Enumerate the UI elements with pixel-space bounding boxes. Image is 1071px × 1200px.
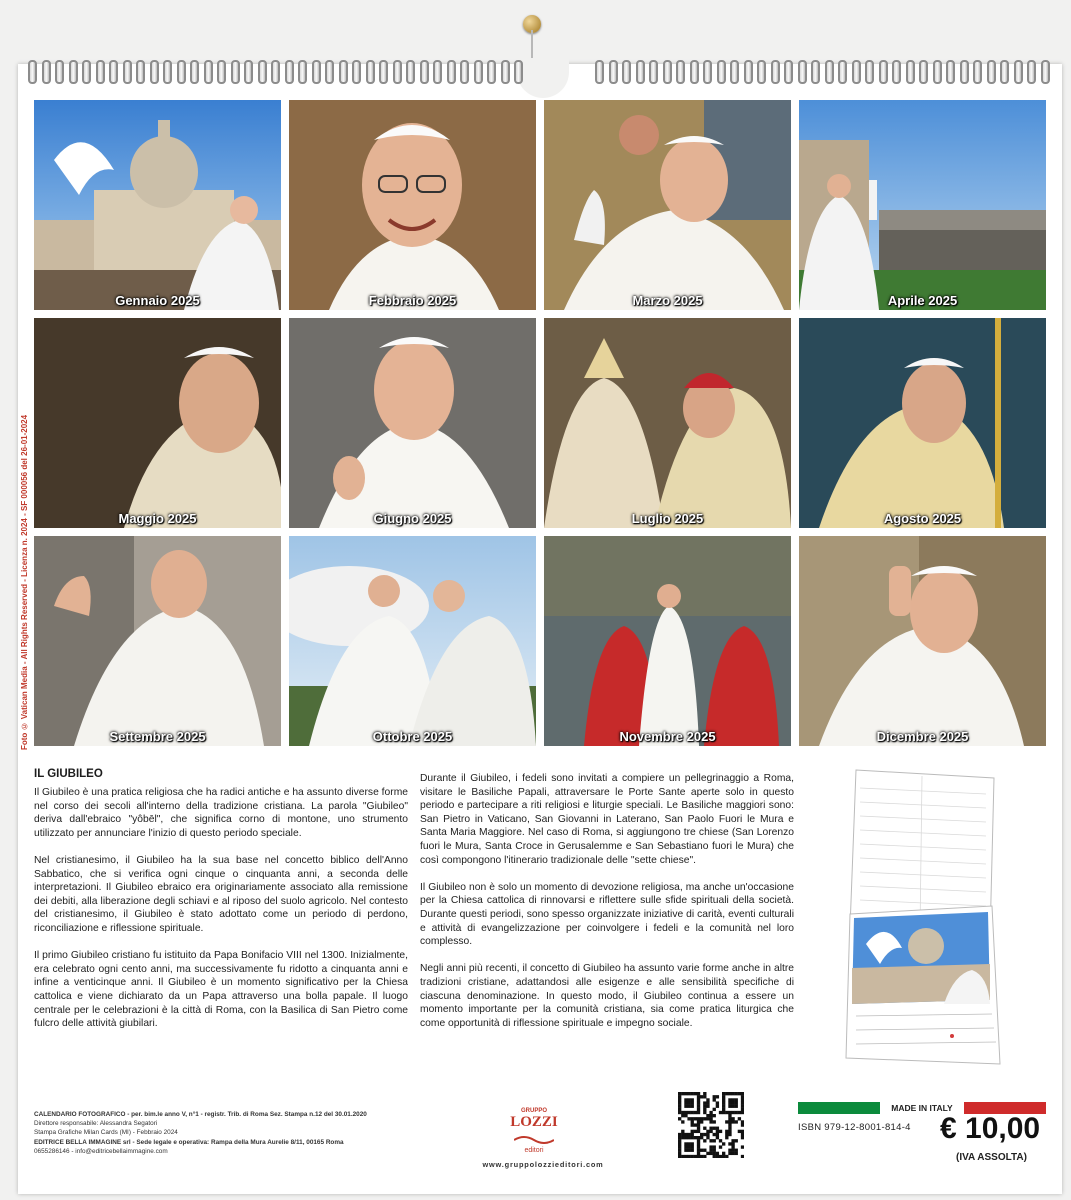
- binding-ring: [852, 60, 861, 84]
- imprint-block: [34, 1110, 454, 1156]
- photo-credit: Foto © Vatican Media - All Rights Reserved - Licenza n. 2024 - SF 000056 del 26-01-2024: [20, 414, 29, 750]
- month-tile-luglio: [544, 318, 791, 528]
- binding-ring: [717, 60, 726, 84]
- month-tile-dicembre: [799, 536, 1046, 746]
- binding-ring: [690, 60, 699, 84]
- binding-ring: [474, 60, 483, 84]
- imprint-line: Direttore responsabile: Alessandra Segatori: [34, 1120, 158, 1128]
- publisher-logo: [506, 1108, 562, 1158]
- binding-ring: [339, 60, 348, 84]
- month-label: Settembre 2025: [109, 729, 206, 744]
- binding-ring: [933, 60, 942, 84]
- month-tile-giugno: [289, 318, 536, 528]
- binding-ring: [1041, 60, 1050, 84]
- month-label: Ottobre 2025: [372, 729, 453, 744]
- binding-ring: [420, 60, 429, 84]
- st-peters-dove-photo: [34, 100, 281, 310]
- binding-ring: [163, 60, 172, 84]
- article-paragraph: Negli anni più recenti, il concetto di Giubileo ha assunto varie forme anche in altre tradizioni cristiane, adattandosi alle esigenze e alle sensibilità specifiche di ciascuna denominazione. In questo modo, il Giubileo continua a essere un momento importante per la comunità cristiana, sia come pratica liturgica che come opportunità di riflessione spirituale e impegno sociale.: [420, 963, 794, 1029]
- portrait-smiling-photo: [289, 100, 536, 310]
- month-label: Dicembre 2025: [876, 729, 969, 744]
- publisher-website[interactable]: www.gruppolozzieditori.com: [482, 1160, 604, 1169]
- binding-ring: [676, 60, 685, 84]
- month-tile-ottobre: [289, 536, 536, 746]
- month-label: Marzo 2025: [632, 293, 703, 308]
- binding-ring: [177, 60, 186, 84]
- binding-ring: [906, 60, 915, 84]
- article-column-right: [420, 772, 794, 1044]
- binding-ring: [190, 60, 199, 84]
- binding-ring: [703, 60, 712, 84]
- binding-ring: [447, 60, 456, 84]
- imprint-line: EDITRICE BELLA IMMAGINE srl - Sede legale e operativa: Rampa della Mura Aurelie 8/11, 00165 Roma: [34, 1138, 344, 1146]
- article-paragraph: Durante il Giubileo, i fedeli sono invitati a compiere un pellegrinaggio a Roma, visitare le Basiliche Papali, attraversare le Porte Sante aperte solo in questo periodo e partecipare a riti religiosi e liturgie speciali. Le Basiliche maggiori sono: San Pietro in Vaticano, San Giovanni in Laterano, San Paolo Fuori le Mura e Santa Maria Maggiore. Nel caso di Roma, si aggiungono tre chiese (San Lorenzo fuori le Mura, Santa Croce in Gerusalemme e San Sebastiano fuori le Mura) che così compongono l'itinerario tradizionale delle "sette chiese".: [420, 773, 794, 866]
- logo-group-text: GRUPPO: [520, 1108, 547, 1114]
- wire-o-binding: [28, 60, 1058, 86]
- binding-ring: [973, 60, 982, 84]
- binding-ring: [487, 60, 496, 84]
- binding-ring: [244, 60, 253, 84]
- greeting-photo: [34, 536, 281, 746]
- article-paragraph: Il primo Giubileo cristiano fu istituito da Papa Bonifacio VIII nel 1300. Inizialmente, era celebrato ogni cento anni, ma successivamente fu ridotto a cinquanta anni e infine a venticinque anni. Il Giubileo è un momento significativo per la Chiesa cattolica e viene dichiarato da un Papa attraverso una bolla papale. Il luogo centrale per le celebrazioni è la città di Roma, con la Basilica di San Pietro come fulcro delle attività giubilari.: [34, 950, 408, 1030]
- month-tile-gennaio: [34, 100, 281, 310]
- price-label: € 10,00: [940, 1112, 1041, 1145]
- imprint-line: 0655286146 - info@editricebellaimmagine.com: [34, 1147, 168, 1155]
- month-tile-febbraio: [289, 100, 536, 310]
- month-tile-maggio: [34, 318, 281, 528]
- binding-ring: [609, 60, 618, 84]
- binding-ring: [433, 60, 442, 84]
- month-photo-grid: [34, 100, 1046, 746]
- binding-ring: [460, 60, 469, 84]
- article-paragraph: Il Giubileo non è solo un momento di devozione religiosa, ma anche un'occasione per la Chiesa cattolica di rinnovarsi e riflettere sulle sfide spirituali della società. Durante questi periodi, sono spesso organizzate iniziative di carità, eventi culturali e attività di evangelizzazione per coinvolgere i fedeli e la comunità nel loro complesso.: [420, 881, 794, 948]
- binding-ring: [28, 60, 37, 84]
- calendar-preview-illustration: [826, 768, 1012, 1068]
- month-tile-agosto: [799, 318, 1046, 528]
- binding-ring: [919, 60, 928, 84]
- binding-ring: [217, 60, 226, 84]
- binding-ring: [271, 60, 280, 84]
- binding-ring: [1000, 60, 1009, 84]
- month-label: Novembre 2025: [619, 729, 716, 744]
- imprint-line: CALENDARIO FOTOGRAFICO - per. bim.le anno V, n°1 - registr. Trib. di Roma Sez. Stampa n.12 del 30.01.2020: [34, 1111, 367, 1118]
- binding-ring: [622, 60, 631, 84]
- article-paragraph: Nel cristianesimo, il Giubileo ha la sua base nel concetto biblico dell'Anno Sabbatico, che si verifica ogni cinque o cinquanta anni, a seconda delle interpretazioni. Il Giubileo ebraico era originariamente associato alla remissione dei debiti, alla liberazione degli schiavi e al riposo del suolo agricolo. Nel contesto del cristianesimo, il Giubileo è stato adottato come un periodo di perdono, riconciliazione e riflessione spirituale.: [34, 854, 408, 934]
- binding-ring: [771, 60, 780, 84]
- binding-ring: [406, 60, 415, 84]
- logo-sub: editori: [524, 1147, 544, 1154]
- waving-photo: [289, 318, 536, 528]
- article-column-left: [34, 786, 408, 1044]
- binding-ring: [204, 60, 213, 84]
- binding-ring: [123, 60, 132, 84]
- binding-ring: [136, 60, 145, 84]
- month-tile-marzo: [544, 100, 791, 310]
- article-title: IL GIUBILEO: [34, 768, 103, 780]
- month-label: Gennaio 2025: [115, 293, 200, 308]
- month-label: Febbraio 2025: [368, 293, 457, 308]
- logo-name: LOZZI: [510, 1114, 558, 1130]
- binding-ring: [379, 60, 388, 84]
- binding-ring: [892, 60, 901, 84]
- binding-ring: [636, 60, 645, 84]
- binding-ring: [744, 60, 753, 84]
- logo-wave-icon: [514, 1134, 554, 1144]
- month-tile-novembre: [544, 536, 791, 746]
- imprint-line: Stampa Grafiche Milan Cards (MI) - Febbraio 2024: [34, 1129, 178, 1137]
- binding-ring: [663, 60, 672, 84]
- binding-ring: [109, 60, 118, 84]
- binding-ring: [366, 60, 375, 84]
- isbn-number: ISBN 979-12-8001-814-4: [798, 1122, 911, 1133]
- binding-ring: [55, 60, 64, 84]
- binding-ring: [825, 60, 834, 84]
- binding-ring: [258, 60, 267, 84]
- binding-ring: [960, 60, 969, 84]
- binding-ring: [312, 60, 321, 84]
- binding-ring: [150, 60, 159, 84]
- month-label: Agosto 2025: [883, 511, 962, 526]
- binding-ring: [1027, 60, 1036, 84]
- mosaic-blessing-photo: [544, 100, 791, 310]
- month-tile-settembre: [34, 536, 281, 746]
- binding-ring: [325, 60, 334, 84]
- binding-ring: [82, 60, 91, 84]
- sistine-cardinals-photo: [544, 536, 791, 746]
- prayer-photo: [34, 318, 281, 528]
- month-label: Maggio 2025: [118, 511, 197, 526]
- binding-ring: [865, 60, 874, 84]
- binding-ring: [501, 60, 510, 84]
- binding-ring: [946, 60, 955, 84]
- binding-ring: [595, 60, 604, 84]
- binding-ring: [42, 60, 51, 84]
- article-paragraph: Il Giubileo è una pratica religiosa che ha radici antiche e ha assunto diverse forme nel corso dei secoli all'interno della tradizione cristiana. La parola "Giubileo" deriva dall'ebraico "yôbēl", che significa corno di montone, uno strumento utilizzato per annunciare l'inizio di questo periodo speciale.: [34, 787, 408, 839]
- embrace-mitre-photo: [544, 318, 791, 528]
- binding-ring: [393, 60, 402, 84]
- made-in-italy-label: MADE IN ITALY: [891, 1103, 953, 1113]
- month-tile-aprile: [799, 100, 1046, 310]
- binding-ring: [1014, 60, 1023, 84]
- qr-code-icon[interactable]: [678, 1092, 744, 1158]
- binding-ring: [811, 60, 820, 84]
- month-label: Aprile 2025: [887, 293, 958, 308]
- binding-ring: [879, 60, 888, 84]
- binding-ring: [730, 60, 739, 84]
- crozier-photo: [799, 318, 1046, 528]
- binding-ring: [784, 60, 793, 84]
- binding-ring: [69, 60, 78, 84]
- balcony-crowd-photo: [799, 100, 1046, 310]
- binding-ring: [231, 60, 240, 84]
- month-label: Luglio 2025: [631, 511, 704, 526]
- binding-ring: [352, 60, 361, 84]
- binding-ring: [798, 60, 807, 84]
- helicopter-embrace-photo: [289, 536, 536, 746]
- binding-ring: [96, 60, 105, 84]
- binding-ring: [298, 60, 307, 84]
- tax-note: (IVA ASSOLTA): [956, 1152, 1027, 1163]
- binding-ring: [757, 60, 766, 84]
- binding-ring: [987, 60, 996, 84]
- thumbs-up-photo: [799, 536, 1046, 746]
- binding-ring: [285, 60, 294, 84]
- month-label: Giugno 2025: [373, 511, 452, 526]
- binding-ring: [838, 60, 847, 84]
- binding-ring: [649, 60, 658, 84]
- binding-ring: [514, 60, 523, 84]
